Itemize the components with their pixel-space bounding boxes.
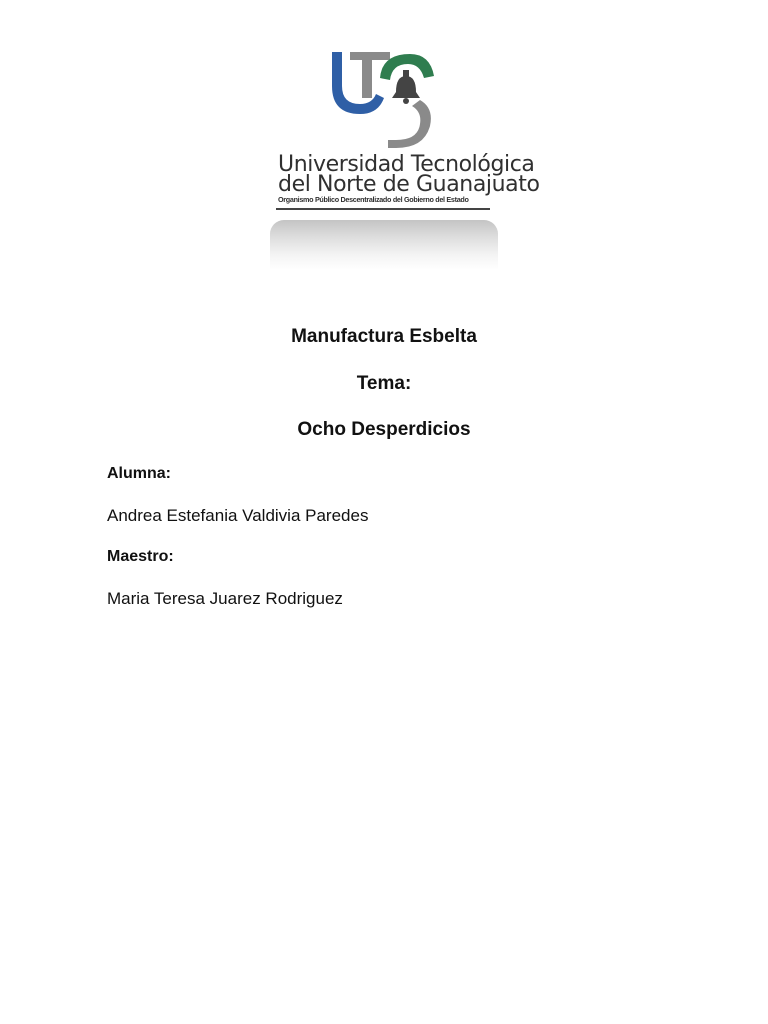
logo-name-line1: Universidad Tecnológica xyxy=(278,152,535,177)
teacher-label: Maestro: xyxy=(107,548,174,565)
logo-divider xyxy=(276,208,490,210)
student-label: Alumna: xyxy=(107,465,171,482)
topic-label: Tema: xyxy=(356,373,412,394)
student-name: Andrea Estefania Valdivia Paredes xyxy=(107,506,369,525)
decorative-gradient-bar xyxy=(270,220,498,270)
university-emblem-icon xyxy=(326,48,436,154)
course-title: Manufactura Esbelta xyxy=(291,326,477,347)
logo-name-line2: del Norte de Guanajuato xyxy=(278,172,540,197)
university-logo xyxy=(268,48,540,274)
teacher-name: Maria Teresa Juarez Rodriguez xyxy=(107,589,343,608)
topic-title: Ocho Desperdicios xyxy=(297,419,471,440)
logo-subtitle: Organismo Público Descentralizado del Gobierno del Estado xyxy=(278,195,469,204)
